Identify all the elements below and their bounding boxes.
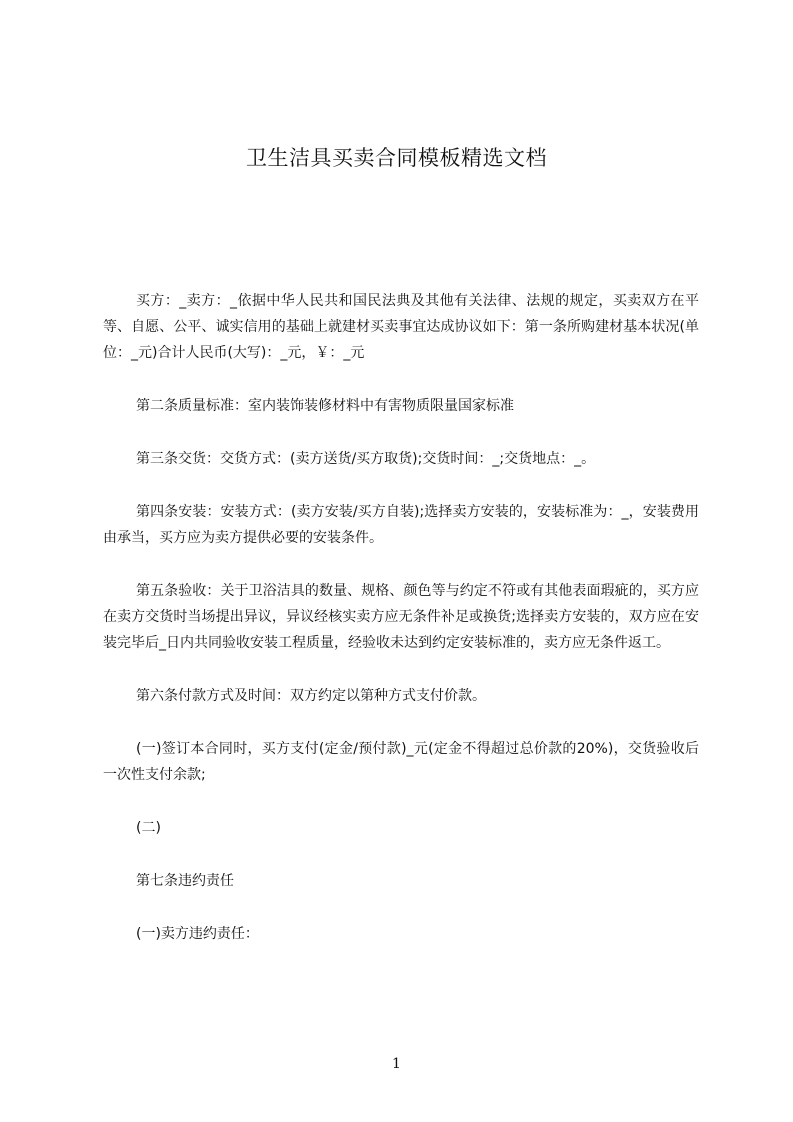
paragraph-payment-option-2: (二): [136, 820, 161, 836]
document-title: 卫生洁具买卖合同模板精选文档: [246, 146, 547, 170]
paragraph-parties-and-article-1: 买方：_卖方：_依据中华人民共和国民法典及其他有关法律、法规的规定，买卖双方在平等、自愿、公平、诚实信用的基础上就建材买卖事宜达成协议如下：第一条所购建材基本状况(单位：_元)合计人民币(大写)：_元，￥：_元: [103, 293, 699, 361]
document-body: [103, 288, 699, 974]
page-number: 1: [392, 1056, 401, 1072]
paragraph-article-4-installation: 第四条安装：安装方式：(卖方安装/买方自装);选择卖方安装的，安装标准为：_，安装费用由承当，买方应为卖方提供必要的安装条件。: [103, 504, 699, 546]
paragraph-article-3-delivery: 第三条交货：交货方式：(卖方送货/买方取货);交货时间：_;交货地点：_。: [136, 451, 596, 467]
paragraph-article-7-liability: 第七条违约责任: [136, 873, 234, 889]
paragraph-article-2-quality: 第二条质量标准：室内装饰装修材料中有害物质限量国家标准: [136, 398, 514, 414]
paragraph-payment-option-1: (一)签订本合同时，买方支付(定金/预付款)_元(定金不得超过总价款的20%)，交货验收后一次性支付余款;: [103, 741, 699, 783]
paragraph-article-5-acceptance: 第五条验收：关于卫浴洁具的数量、规格、颜色等与约定不符或有其他表面瑕疵的，买方应在卖方交货时当场提出异议，异议经核实卖方应无条件补足或换货;选择卖方安装的，双方应在安装完毕后_日内共同验收安装工程质量，经验收未达到约定安装标准的，卖方应无条件返工。: [103, 583, 699, 651]
paragraph-article-6-payment: 第六条付款方式及时间：双方约定以第种方式支付价款。: [136, 688, 486, 704]
paragraph-seller-liability: (一)卖方违约责任：: [136, 926, 259, 942]
